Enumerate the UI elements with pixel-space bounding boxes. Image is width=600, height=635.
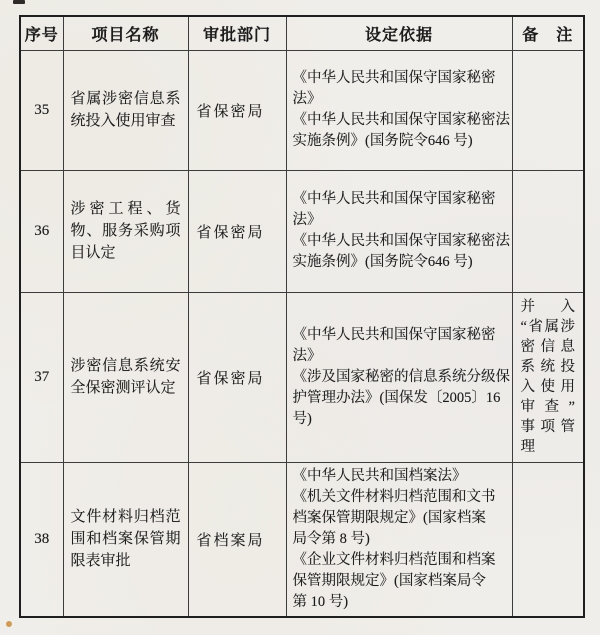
- approval-items-table: [19, 15, 585, 618]
- cell-project-name: 文件材料归档范 围和档案保管期 限表审批: [63, 462, 188, 617]
- table-row: [20, 50, 584, 170]
- cell-legal-basis: 《中华人民共和国保守国家秘密 法》 《涉及国家秘密的信息系统分级保 护管理办法》(国保发〔2005〕16 号): [286, 292, 512, 462]
- cell-project-name: 涉密工程、货 物、服务采购项 目认定: [63, 170, 188, 292]
- cell-remarks: [512, 462, 584, 617]
- table-header-row: [20, 16, 584, 50]
- cell-approval-dept: 省档案局: [188, 462, 286, 617]
- cell-remarks: [512, 50, 584, 170]
- table-row: [20, 292, 584, 462]
- scan-artifact-dash: [13, 0, 25, 4]
- cell-serial-number: 36: [20, 170, 63, 292]
- header-project-name: 项目名称: [63, 16, 188, 50]
- scan-artifact-dot: [6, 621, 12, 627]
- table-row: [20, 170, 584, 292]
- header-approval-dept: 审批部门: [188, 16, 286, 50]
- cell-legal-basis: 《中华人民共和国保守国家秘密 法》 《中华人民共和国保守国家秘密法 实施条例》(国务院令646 号): [286, 170, 512, 292]
- header-legal-basis: 设定依据: [286, 16, 512, 50]
- cell-approval-dept: 省保密局: [188, 50, 286, 170]
- cell-project-name: 省属涉密信息系 统投入使用审查: [63, 50, 188, 170]
- cell-serial-number: 38: [20, 462, 63, 617]
- cell-remarks: [512, 170, 584, 292]
- cell-approval-dept: 省保密局: [188, 292, 286, 462]
- cell-legal-basis: 《中华人民共和国档案法》 《机关文件材料归档范围和文书 档案保管期限规定》(国家档案 局令第 8 号) 《企业文件材料归档范围和档案 保管期限规定》(国家档案局令 第 10 号): [286, 462, 512, 617]
- cell-project-name: 涉密信息系统安 全保密测评认定: [63, 292, 188, 462]
- header-serial-number: 序号: [20, 16, 63, 50]
- table-row: [20, 462, 584, 617]
- header-remarks: 备 注: [512, 16, 584, 50]
- cell-serial-number: 35: [20, 50, 63, 170]
- cell-remarks: 并入 “省属涉 密信息 系统投 入使用 审查” 事项管 理: [512, 292, 584, 462]
- cell-legal-basis: 《中华人民共和国保守国家秘密 法》 《中华人民共和国保守国家秘密法 实施条例》(国务院令646 号): [286, 50, 512, 170]
- cell-serial-number: 37: [20, 292, 63, 462]
- cell-approval-dept: 省保密局: [188, 170, 286, 292]
